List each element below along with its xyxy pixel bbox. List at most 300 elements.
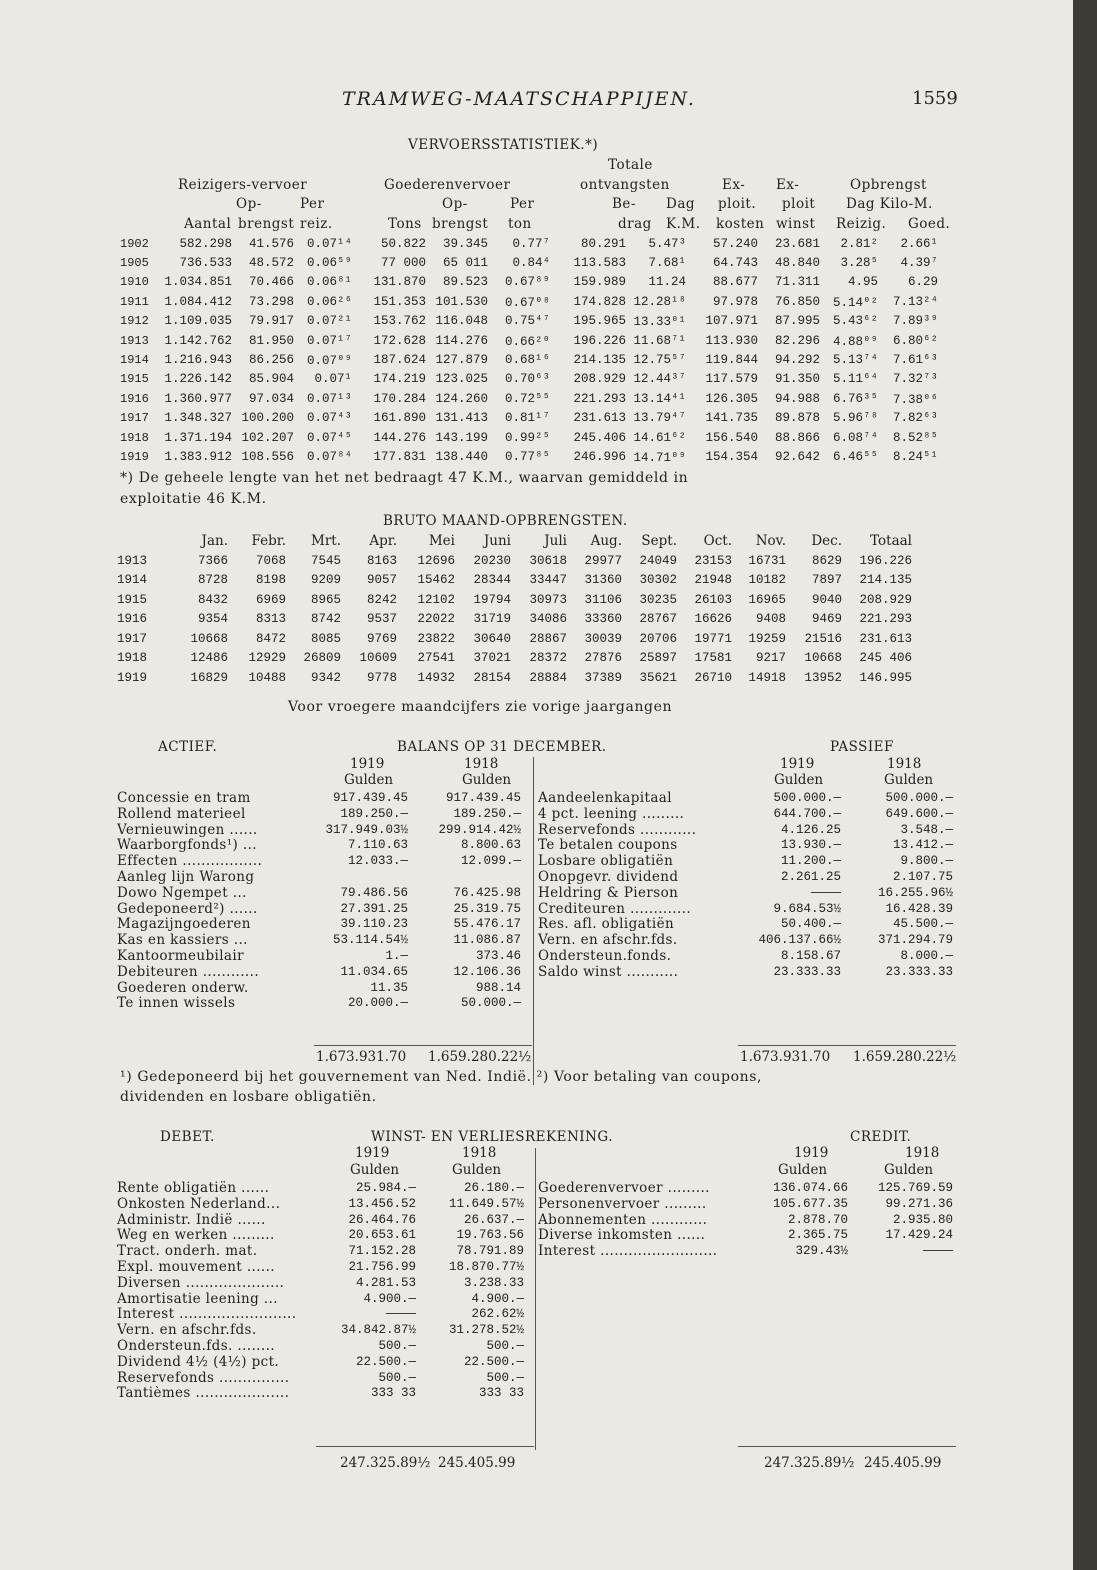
monthly-cell: 14932 <box>417 670 455 685</box>
stats-cell: 0.07¹ <box>314 372 352 387</box>
actief-row-label: Kas en kassiers ... <box>117 933 248 949</box>
actief-row-label: Vernieuwingen ...... <box>117 822 258 838</box>
stats-row <box>117 253 941 272</box>
passief-row <box>538 807 956 823</box>
stats-cell: 177.831 <box>373 449 426 464</box>
stats-cell: 1.360.977 <box>164 391 232 406</box>
stats-cell: 14.61⁶² <box>633 430 686 445</box>
stats-cell: 80.291 <box>580 236 626 251</box>
passief-row-value-1919: 9.684.53½ <box>773 901 841 916</box>
passief-row-value-1918: 16.428.39 <box>885 901 953 916</box>
passief-row-value-1919: 8.158.67 <box>780 948 841 963</box>
monthly-cell: 15462 <box>417 573 455 588</box>
stats-row <box>117 292 941 311</box>
passief-row-label: Losbare obligatiën <box>538 854 674 870</box>
monthly-cell: 12929 <box>248 651 286 666</box>
stats-cell: 131.870 <box>373 275 426 290</box>
stats-cell: 13.14⁴¹ <box>633 391 686 406</box>
stats-cell: 107.971 <box>705 314 758 329</box>
passief-row-value-1919: 500.000.— <box>773 791 841 805</box>
stats-cell: 0.67⁰⁸ <box>504 295 550 310</box>
debet-row-value-1918: 26.180.— <box>463 1181 524 1195</box>
pl-unit1-right: Gulden <box>778 1162 828 1178</box>
pl-year1-right: 1919 <box>794 1145 829 1161</box>
monthly-cell: 8742 <box>310 612 341 627</box>
stats-header-km: K.M. <box>666 216 701 232</box>
monthly-cell: 19794 <box>473 592 511 607</box>
debet-row-value-1918: 11.649.57½ <box>448 1196 524 1211</box>
pl-year2: 1918 <box>462 1145 497 1161</box>
stats-cell: 0.84⁴ <box>512 256 550 271</box>
monthly-header-cell: Juli <box>544 533 567 549</box>
stats-cell: 13.79⁴⁷ <box>633 411 686 426</box>
monthly-cell: 8629 <box>811 553 842 568</box>
stats-header-ex2: Ex- <box>776 177 800 193</box>
monthly-header-cell: Febr. <box>251 533 286 549</box>
stats-cell: 1.034.851 <box>164 275 232 290</box>
actief-row-value-1919: 27.391.25 <box>340 901 408 916</box>
stats-cell: 0.77⁷ <box>512 236 550 251</box>
monthly-cell: 30302 <box>639 573 677 588</box>
stats-title: VERVOERSSTATISTIEK.*) <box>408 137 599 153</box>
actief-row-value-1919: 317.949.03½ <box>325 822 408 837</box>
stats-header-dag: Dag <box>666 196 696 212</box>
monthly-cell: 30973 <box>529 592 567 607</box>
stats-cell: 131.413 <box>435 411 488 426</box>
monthly-row <box>117 668 912 688</box>
balance-year1: 1919 <box>350 756 385 772</box>
debet-row-label: Ondersteun.fds. ........ <box>117 1338 275 1354</box>
monthly-cell: 214.135 <box>859 573 912 588</box>
stats-cell: 0.81¹⁷ <box>504 411 550 426</box>
actief-row-value-1919: 7.110.63 <box>347 838 408 853</box>
passief-row <box>538 823 956 839</box>
actief-list <box>117 791 529 1012</box>
stats-cell: 214.135 <box>573 353 626 368</box>
passief-row-value-1919: 23.333.33 <box>773 964 841 979</box>
passief-row-label: Onopgevr. dividend <box>538 869 679 885</box>
monthly-cell: 196.226 <box>859 553 912 568</box>
actief-row <box>117 807 529 823</box>
stats-cell: 65 011 <box>442 256 488 271</box>
debet-row-value-1918: 4.900.— <box>471 1291 524 1306</box>
monthly-header-cell: Aug. <box>590 533 622 549</box>
stats-cell: 0.68¹⁶ <box>504 353 550 368</box>
monthly-cell: 26710 <box>694 670 732 685</box>
stats-cell: 116.048 <box>435 314 488 329</box>
stats-header-reizigers: Reizigers-vervoer <box>178 177 308 193</box>
debet-row <box>117 1228 530 1244</box>
stats-cell: 97.978 <box>712 294 758 309</box>
debet-list <box>117 1181 530 1402</box>
actief-row-value-1919: 39.110.23 <box>340 917 408 932</box>
balance-unit2: Gulden <box>462 772 512 788</box>
debet-row-value-1919: 4.281.53 <box>355 1275 416 1290</box>
debet-row <box>117 1292 530 1308</box>
debet-row <box>117 1323 530 1339</box>
balance-divider <box>533 757 534 1085</box>
stats-cell: 0.06⁵⁹ <box>306 256 352 271</box>
stats-cell: 126.305 <box>705 391 758 406</box>
monthly-header-cell: Totaal <box>870 533 912 549</box>
monthly-header-cell: Juni <box>483 533 511 549</box>
stats-cell: 113.930 <box>705 333 758 348</box>
monthly-header-cell: Dec. <box>811 533 842 549</box>
monthly-cell: 31360 <box>584 573 622 588</box>
monthly-cell: 31719 <box>473 612 511 627</box>
monthly-header-cell: Mrt. <box>311 533 341 549</box>
monthly-cell: 9209 <box>310 573 341 588</box>
stats-cell: 1.109.035 <box>164 314 232 329</box>
stats-cell: 5.96⁷⁸ <box>832 411 878 426</box>
stats-header-reiz: reiz. <box>300 216 333 232</box>
monthly-cell: 30235 <box>639 592 677 607</box>
actief-row <box>117 791 529 807</box>
passief-row-value-1918: 23.333.33 <box>885 964 953 979</box>
debet-row <box>117 1213 530 1229</box>
stats-cell: 41.576 <box>248 236 294 251</box>
stats-header-be: Be- <box>612 196 636 212</box>
actief-row-value-1918 <box>408 870 521 886</box>
passief-row <box>538 791 956 807</box>
stats-cell: 221.293 <box>573 391 626 406</box>
monthly-year-cell: 1918 <box>117 651 148 666</box>
passief-row <box>538 965 956 981</box>
stats-cell: 7.89³⁹ <box>892 314 938 329</box>
passief-row-label: Crediteuren ............. <box>538 901 692 917</box>
stats-cell: 0.70⁶³ <box>504 372 550 387</box>
stats-cell: 736.533 <box>179 256 232 271</box>
passief-row-value-1919: 406.137.66½ <box>758 933 841 948</box>
debet-row <box>117 1386 530 1402</box>
passief-row-value-1919: 644.700.— <box>773 806 841 821</box>
debet-row-value-1919: 13.456.52 <box>348 1196 416 1211</box>
balance-footnote-line2: dividenden en losbare obligatiën. <box>120 1089 377 1105</box>
debet-row-value-1919: 500.— <box>378 1370 416 1385</box>
monthly-cell: 8198 <box>255 573 286 588</box>
passief-row-value-1918: 3.548.— <box>900 822 953 837</box>
credit-row <box>538 1228 956 1244</box>
monthly-cell: 10182 <box>748 573 786 588</box>
actief-row-value-1919: 917.439.45 <box>332 791 408 805</box>
debet-row-label: Vern. en afschr.fds. <box>117 1323 257 1339</box>
monthly-year-cell: 1915 <box>117 592 148 607</box>
stats-cell: 6.76³⁵ <box>832 391 878 406</box>
debet-row <box>117 1197 530 1213</box>
pl-title: WINST- EN VERLIESREKENING. <box>371 1129 614 1145</box>
actief-row-label: Goederen onderw. <box>117 980 249 996</box>
stats-year-cell: 1914 <box>120 353 149 368</box>
actief-row-value-1918: 299.914.42½ <box>438 822 521 837</box>
monthly-cell: 9354 <box>197 612 228 627</box>
stats-cell: 76.850 <box>774 294 820 309</box>
monthly-row <box>117 571 912 591</box>
monthly-corner <box>117 531 163 551</box>
stats-header-op1: Op- <box>236 196 262 212</box>
actief-row <box>117 854 529 870</box>
stats-cell: 582.298 <box>179 236 232 251</box>
stats-cell: 174.219 <box>373 372 426 387</box>
monthly-cell: 14918 <box>748 670 786 685</box>
monthly-cell: 30640 <box>473 631 511 646</box>
monthly-cell: 9040 <box>811 592 842 607</box>
stats-cell: 86.256 <box>248 353 294 368</box>
actief-row <box>117 886 529 902</box>
stats-cell: 73.298 <box>248 294 294 309</box>
stats-year-cell: 1912 <box>120 314 149 329</box>
stats-cell: 70.466 <box>248 275 294 290</box>
stats-cell: 0.07⁸⁴ <box>306 449 352 464</box>
pl-unit1: Gulden <box>350 1162 400 1178</box>
stats-cell: 57.240 <box>712 236 758 251</box>
actief-row <box>117 933 529 949</box>
stats-cell: 7.61⁶³ <box>892 353 938 368</box>
passief-row-label: 4 pct. leening ......... <box>538 806 685 822</box>
monthly-row <box>117 649 912 669</box>
stats-cell: 0.99²⁵ <box>504 430 550 445</box>
monthly-row <box>117 590 912 610</box>
passief-row-value-1919: 50.400.— <box>780 917 841 932</box>
monthly-cell: 221.293 <box>859 612 912 627</box>
credit-row-value-1919: 136.074.66 <box>772 1181 848 1195</box>
stats-year-cell: 1910 <box>120 275 149 290</box>
stats-footnote-line2: exploitatie 46 K.M. <box>120 491 267 507</box>
debet-row-value-1918: 78.791.89 <box>456 1244 524 1259</box>
stats-cell: 208.929 <box>573 372 626 387</box>
stats-header-ploit2: ploit <box>782 196 816 212</box>
passief-row-label: Ondersteun.fonds. <box>538 948 672 964</box>
credit-list <box>538 1181 956 1260</box>
monthly-header-cell: Apr. <box>369 533 397 549</box>
stats-cell: 82.296 <box>774 333 820 348</box>
stats-cell: 0.77⁸⁵ <box>504 449 550 464</box>
stats-cell: 88.866 <box>774 430 820 445</box>
stats-cell: 5.13⁷⁴ <box>832 353 878 368</box>
stats-cell: 1.226.142 <box>164 372 232 387</box>
monthly-cell: 13952 <box>804 670 842 685</box>
stats-cell: 0.07⁰⁹ <box>306 354 352 369</box>
balance-total-left-1919: 1.673.931.70 <box>316 1049 407 1065</box>
balance-year2: 1918 <box>464 756 499 772</box>
actief-row-value-1918: 189.250.— <box>453 806 521 821</box>
credit-row-value-1918: 2.935.80 <box>892 1212 953 1227</box>
debet-row-value-1919: 4.900.— <box>363 1291 416 1306</box>
monthly-cell: 8472 <box>255 631 286 646</box>
stats-cell: 246.996 <box>573 449 626 464</box>
passief-row-label: Aandeelenkapitaal <box>538 791 672 806</box>
debet-row-value-1919: 333 33 <box>370 1386 416 1401</box>
monthly-cell: 7897 <box>811 573 842 588</box>
stats-cell: 195.965 <box>573 314 626 329</box>
credit-row-value-1919: 2.365.75 <box>787 1228 848 1243</box>
credit-row-value-1919: 2.878.70 <box>787 1212 848 1227</box>
pl-year2-right: 1918 <box>905 1145 940 1161</box>
stats-cell: 187.624 <box>373 353 426 368</box>
stats-cell: 151.353 <box>373 294 426 309</box>
stats-year-cell: 1913 <box>120 333 149 348</box>
stats-cell: 141.735 <box>705 411 758 426</box>
stats-cell: 89.523 <box>442 275 488 290</box>
actief-row-value-1918: 50.000.— <box>460 996 521 1011</box>
monthly-cell: 24049 <box>639 553 677 568</box>
running-header-title: TRAMWEG-MAATSCHAPPIJEN. <box>342 88 696 110</box>
actief-row <box>117 981 529 997</box>
passief-row-label: Vern. en afschr.fds. <box>538 933 678 949</box>
stats-header-per2: Per <box>510 196 535 212</box>
monthly-cell: 8163 <box>366 553 397 568</box>
stats-header-ontvangsten: ontvangsten <box>580 177 670 193</box>
debet-row-value-1919: 25.984.— <box>355 1181 416 1195</box>
pl-total-right-1919: 247.325.89½ <box>764 1455 855 1471</box>
monthly-cell: 12696 <box>417 553 455 568</box>
stats-row <box>117 428 941 447</box>
monthly-cell: 21948 <box>694 573 732 588</box>
stats-year-cell: 1902 <box>120 236 149 251</box>
debet-row-label: Rente obligatiën ...... <box>117 1181 270 1196</box>
monthly-cell: 19259 <box>748 631 786 646</box>
stats-cell: 196.226 <box>573 333 626 348</box>
stats-cell: 138.440 <box>435 449 488 464</box>
passief-row-label: Res. afl. obligatiën <box>538 917 675 933</box>
passief-row-value-1918: 45.500.— <box>892 917 953 932</box>
stats-cell: 170.284 <box>373 391 426 406</box>
stats-year-cell: 1918 <box>120 430 149 445</box>
monthly-cell: 10609 <box>359 651 397 666</box>
monthly-cell: 23153 <box>694 553 732 568</box>
stats-cell: 14.71⁰⁹ <box>633 450 686 465</box>
monthly-year-cell: 1914 <box>117 573 148 588</box>
stats-cell: 0.07¹⁷ <box>306 333 352 348</box>
actief-row-value-1918: 76.425.98 <box>453 885 521 900</box>
actief-row-value-1919: 1.— <box>385 948 408 963</box>
actief-row-label: Kantoormeubilair <box>117 948 244 964</box>
monthly-cell: 146.995 <box>859 670 912 685</box>
actief-row-label: Debiteuren ............ <box>117 964 260 980</box>
stats-header-tons: Tons <box>388 216 422 232</box>
monthly-year-cell: 1916 <box>117 612 148 627</box>
stats-cell: 0.07⁴³ <box>306 411 352 426</box>
debet-row-value-1919: 71.152.28 <box>348 1244 416 1259</box>
debet-row-value-1918: 3.238.33 <box>463 1275 524 1290</box>
pl-right-heading: CREDIT. <box>850 1129 912 1145</box>
actief-row <box>117 949 529 965</box>
debet-row-value-1919: 26.464.76 <box>348 1212 416 1227</box>
stats-cell: 0.75⁴⁷ <box>504 314 550 329</box>
actief-row-value-1918: 8.800.63 <box>460 838 521 853</box>
monthly-cell: 37389 <box>584 670 622 685</box>
stats-cell: 7.13²⁴ <box>892 294 938 309</box>
actief-row-value-1918: 55.476.17 <box>453 917 521 932</box>
actief-row-value-1919: 12.033.— <box>347 854 408 869</box>
balance-left-heading: ACTIEF. <box>158 739 218 755</box>
debet-row-label: Expl. mouvement ...... <box>117 1259 275 1275</box>
actief-row-label: Rollend materieel <box>117 806 246 822</box>
monthly-cell: 27876 <box>584 651 622 666</box>
debet-row <box>117 1181 530 1197</box>
actief-row <box>117 823 529 839</box>
debet-row-label: Onkosten Nederland... <box>117 1196 281 1212</box>
stats-cell: 0.72⁵⁵ <box>504 391 550 406</box>
monthly-cell: 9769 <box>366 631 397 646</box>
credit-row-value-1919: 329.43½ <box>795 1244 848 1259</box>
stats-header-op2: Op- <box>442 196 468 212</box>
actief-row-value-1918: 988.14 <box>475 980 521 995</box>
monthly-cell: 31106 <box>584 592 622 607</box>
monthly-cell: 16829 <box>190 670 228 685</box>
debet-row-value-1918: 18.870.77½ <box>448 1259 524 1274</box>
passief-row-label: Te betalen coupons <box>538 838 678 854</box>
stats-cell: 0.67⁸⁹ <box>504 275 550 290</box>
stats-header-brengst: brengst <box>238 216 295 232</box>
monthly-year-cell: 1913 <box>117 553 148 568</box>
stats-cell: 101.530 <box>435 294 488 309</box>
credit-row-value-1918: 125.769.59 <box>877 1181 953 1195</box>
stats-cell: 143.199 <box>435 430 488 445</box>
monthly-year-cell: 1919 <box>117 670 148 685</box>
pl-year1: 1919 <box>355 1145 390 1161</box>
monthly-cell: 7068 <box>255 553 286 568</box>
monthly-header-cell: Sept. <box>641 533 677 549</box>
monthly-header-cell: Nov. <box>755 533 786 549</box>
monthly-header-cell: Oct. <box>703 533 732 549</box>
passief-list <box>538 791 956 981</box>
actief-row-value-1919: 53.114.54½ <box>332 933 408 948</box>
actief-row <box>117 870 529 886</box>
stats-cell: 91.350 <box>774 372 820 387</box>
page-edge <box>1073 0 1097 1570</box>
stats-cell: 88.677 <box>712 275 758 290</box>
monthly-cell: 9778 <box>366 670 397 685</box>
passief-row-value-1918: 371.294.79 <box>877 933 953 948</box>
monthly-row <box>117 629 912 649</box>
stats-cell: 5.47³ <box>648 236 686 251</box>
pl-total-rule-right <box>738 1446 956 1447</box>
balance-title: BALANS OP 31 DECEMBER. <box>397 739 607 755</box>
stats-header-drag: drag <box>618 216 652 232</box>
monthly-cell: 8965 <box>310 592 341 607</box>
stats-cell: 102.207 <box>241 430 294 445</box>
stats-cell: 81.950 <box>248 333 294 348</box>
stats-cell: 94.988 <box>774 391 820 406</box>
monthly-cell: 26103 <box>694 592 732 607</box>
pl-unit2: Gulden <box>452 1162 502 1178</box>
actief-row-value-1918: 373.46 <box>475 948 521 963</box>
stats-cell: 48.840 <box>774 256 820 271</box>
stats-row <box>117 370 941 389</box>
monthly-row <box>117 610 912 630</box>
stats-cell: 8.24⁵¹ <box>892 449 938 464</box>
stats-cell: 7.82⁶³ <box>892 411 938 426</box>
monthly-cell: 26809 <box>303 651 341 666</box>
credit-row-label: Goederenvervoer ......... <box>538 1181 710 1196</box>
stats-cell: 159.989 <box>573 275 626 290</box>
actief-row-value-1918: 917.439.45 <box>445 791 521 805</box>
actief-row-value-1918: 25.319.75 <box>453 901 521 916</box>
monthly-cell: 22022 <box>417 612 455 627</box>
pl-left-heading: DEBET. <box>160 1129 215 1145</box>
debet-row <box>117 1371 530 1387</box>
stats-cell: 127.879 <box>435 353 488 368</box>
stats-cell: 11.68⁷¹ <box>633 333 686 348</box>
stats-footnote-line1: *) De geheele lengte van het net bedraagt 47 K.M., waarvan gemiddeld in <box>120 470 689 486</box>
debet-row <box>117 1355 530 1371</box>
stats-row <box>117 234 941 253</box>
monthly-cell: 33447 <box>529 573 567 588</box>
passief-row-value-1918: 2.107.75 <box>892 869 953 884</box>
actief-row-value-1919 <box>312 870 408 886</box>
monthly-cell: 12486 <box>190 651 228 666</box>
monthly-cell: 28884 <box>529 670 567 685</box>
